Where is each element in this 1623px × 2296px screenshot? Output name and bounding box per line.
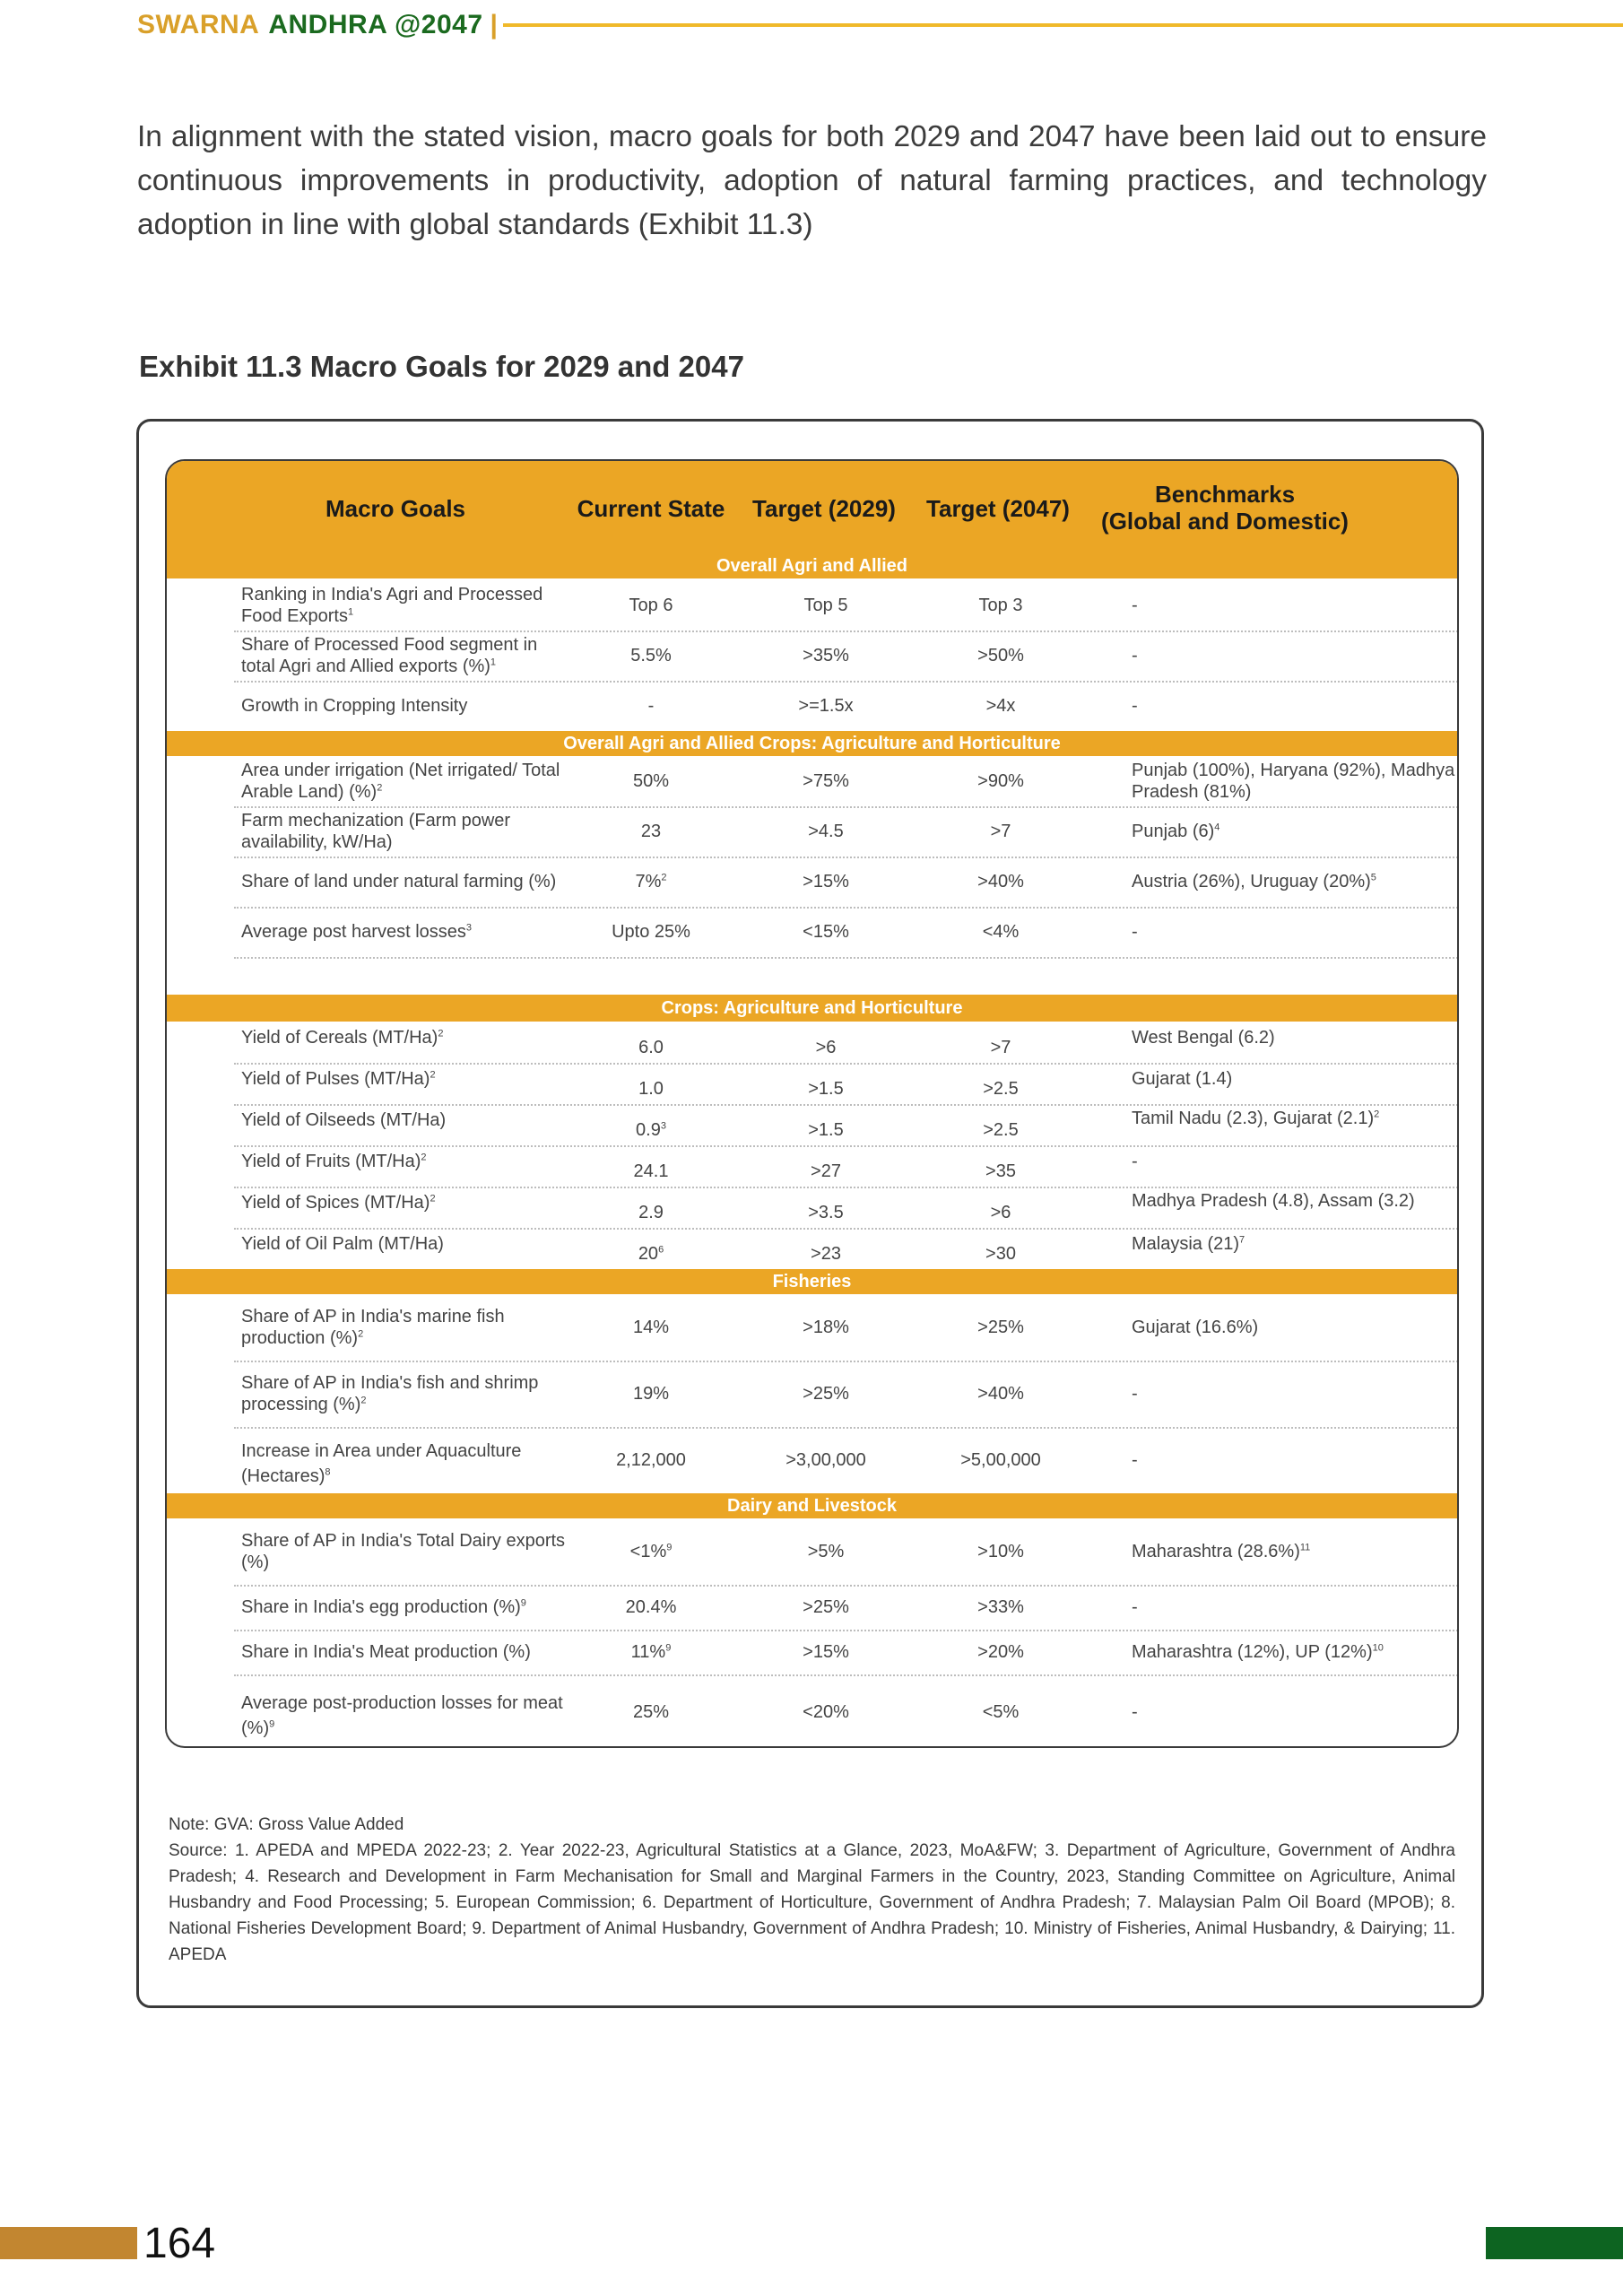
current-state bbox=[575, 1161, 727, 1182]
macro-goal bbox=[241, 634, 573, 677]
macro-goal bbox=[241, 1151, 573, 1172]
table-row bbox=[234, 1674, 1459, 1748]
benchmark-text: Gujarat (1.4) bbox=[1132, 1069, 1233, 1089]
benchmark-footnote: 10 bbox=[1372, 1642, 1384, 1654]
target-2029: >18% bbox=[803, 1318, 849, 1337]
current-state bbox=[575, 1202, 727, 1223]
target-2029: >15% bbox=[803, 872, 849, 891]
macro-goal bbox=[241, 1691, 573, 1741]
note-line: Note: GVA: Gross Value Added bbox=[169, 1815, 404, 1834]
benchmark-text: West Bengal (6.2) bbox=[1132, 1028, 1275, 1048]
table-row bbox=[234, 681, 1459, 733]
col-header-2029: Target (2029) bbox=[752, 495, 896, 522]
target-2047: >33% bbox=[977, 1597, 1024, 1617]
section-band bbox=[167, 553, 1457, 578]
target-2029: >3,00,000 bbox=[785, 1450, 866, 1470]
current-state bbox=[575, 645, 727, 666]
current-state-text: 2.9 bbox=[638, 1203, 664, 1222]
table-header bbox=[167, 461, 1457, 554]
benchmark bbox=[1132, 1027, 1459, 1048]
current-state bbox=[575, 1078, 727, 1100]
current-state bbox=[575, 1317, 727, 1338]
macro-goal bbox=[241, 1596, 573, 1618]
macro-goal bbox=[241, 1192, 573, 1213]
current-state-text: <1% bbox=[629, 1542, 667, 1561]
macro-goal bbox=[241, 1068, 573, 1090]
exhibit-title: Exhibit 11.3 Macro Goals for 2029 and 2047 bbox=[139, 350, 744, 383]
current-state-text: 2,12,000 bbox=[616, 1450, 686, 1470]
current-state bbox=[575, 595, 727, 616]
benchmark bbox=[1132, 1068, 1459, 1090]
benchmark-text: Gujarat (16.6%) bbox=[1132, 1318, 1259, 1337]
table-row bbox=[234, 1518, 1459, 1587]
macro-goal-text: Yield of Spices (MT/Ha) bbox=[241, 1193, 430, 1213]
current-state-text: 20.4% bbox=[625, 1597, 677, 1617]
benchmark-text: - bbox=[1132, 1152, 1138, 1171]
benchmarks-line2: (Global and Domestic) bbox=[1101, 508, 1349, 535]
macro-goal-text: Share of AP in India's Total Dairy exports (%) bbox=[241, 1531, 566, 1572]
macro-goal-text: Share of land under natural farming (%) bbox=[241, 872, 557, 891]
benchmark-footnote: 2 bbox=[1374, 1109, 1380, 1120]
section-band bbox=[167, 1269, 1457, 1294]
table-row bbox=[234, 1104, 1459, 1147]
current-state-text: 11% bbox=[630, 1642, 666, 1662]
benchmark-text: Tamil Nadu (2.3), Gujarat (2.1) bbox=[1132, 1109, 1375, 1128]
macro-goal-footnote: 2 bbox=[430, 1069, 436, 1081]
macro-goal-text: Share of AP in India's fish and shrimp processing (%) bbox=[241, 1373, 539, 1414]
header-separator: | bbox=[490, 10, 498, 39]
benchmark-footnote: 11 bbox=[1299, 1542, 1311, 1553]
target-2029: >23 bbox=[811, 1244, 841, 1264]
target-2029: >35% bbox=[803, 646, 849, 665]
col-header-current: Current State bbox=[577, 495, 725, 522]
current-state bbox=[575, 1383, 727, 1405]
macro-goal-text: Area under irrigation (Net irrigated/ Total Arable Land) (%) bbox=[241, 761, 560, 802]
current-state bbox=[575, 871, 727, 892]
macro-goal-text: Yield of Cereals (MT/Ha) bbox=[241, 1028, 438, 1048]
macro-goal-text: Average post-production losses for meat (%) bbox=[241, 1693, 563, 1738]
target-2047: >7 bbox=[990, 1038, 1011, 1057]
target-2029: >5% bbox=[807, 1542, 845, 1561]
macro-goal bbox=[241, 921, 573, 943]
running-header bbox=[137, 7, 1623, 43]
macro-goal bbox=[241, 1439, 573, 1489]
benchmark-text: - bbox=[1132, 596, 1138, 615]
macro-goal-footnote: 2 bbox=[430, 1193, 436, 1205]
macro-goal-footnote: 2 bbox=[421, 1152, 427, 1163]
section-title: Overall Agri and Allied Crops: Agriculture and Horticulture bbox=[563, 734, 1061, 753]
current-state bbox=[575, 1641, 727, 1663]
target-2047: >6 bbox=[990, 1203, 1011, 1222]
macro-goal-text: Share of Processed Food segment in total Agri and Allied exports (%) bbox=[241, 635, 538, 676]
benchmark-text: Maharashtra (12%), UP (12%) bbox=[1132, 1642, 1373, 1662]
target-2029: >25% bbox=[803, 1384, 849, 1404]
benchmark bbox=[1132, 1190, 1459, 1212]
current-state-footnote: 9 bbox=[666, 1542, 673, 1553]
table-row bbox=[234, 1294, 1459, 1362]
target-2029: >4.5 bbox=[808, 822, 844, 841]
section-title: Crops: Agriculture and Horticulture bbox=[661, 998, 963, 1018]
footer-gold-bar bbox=[0, 2227, 137, 2259]
current-state-text: 14% bbox=[632, 1318, 670, 1337]
macro-goal bbox=[241, 1027, 573, 1048]
macro-goal bbox=[241, 1530, 573, 1573]
benchmark-text: - bbox=[1132, 1702, 1138, 1722]
target-2047: >2.5 bbox=[983, 1079, 1019, 1099]
section-band bbox=[167, 731, 1457, 756]
current-state-text: 23 bbox=[640, 822, 662, 841]
table-row bbox=[234, 1585, 1459, 1631]
current-state-text: 5.5% bbox=[630, 646, 672, 665]
exhibit-notes bbox=[169, 1812, 1455, 1968]
table-row bbox=[234, 1427, 1459, 1495]
macro-goals-table bbox=[165, 459, 1459, 1748]
target-2047: >30 bbox=[985, 1244, 1016, 1264]
benchmark bbox=[1132, 1317, 1459, 1338]
current-state-text: Upto 25% bbox=[612, 922, 690, 942]
macro-goal-text: Share in India's egg production (%) bbox=[241, 1597, 521, 1617]
target-2047: >35 bbox=[985, 1161, 1016, 1181]
brand-swarna: SWARNA bbox=[137, 10, 260, 39]
target-2029: >3.5 bbox=[808, 1203, 844, 1222]
macro-goal bbox=[241, 1372, 573, 1415]
table-row bbox=[234, 1228, 1459, 1271]
page-number: 164 bbox=[143, 2220, 216, 2267]
table-row bbox=[234, 1630, 1459, 1676]
benchmark bbox=[1132, 695, 1459, 717]
current-state-text: Top 6 bbox=[629, 596, 673, 615]
target-2047: >5,00,000 bbox=[960, 1450, 1041, 1470]
col-header-benchmarks bbox=[1090, 481, 1359, 535]
target-2047: >2.5 bbox=[983, 1120, 1019, 1140]
table-row bbox=[234, 756, 1459, 808]
macro-goal bbox=[241, 760, 573, 803]
current-state-footnote: 2 bbox=[661, 872, 667, 883]
macro-goal-footnote: 2 bbox=[438, 1028, 444, 1039]
target-2029: >15% bbox=[803, 1642, 849, 1662]
macro-goal-footnote: 8 bbox=[325, 1466, 331, 1478]
benchmark-text: Punjab (100%), Haryana (92%), Madhya Pradesh (81%) bbox=[1132, 761, 1455, 802]
section-title: Fisheries bbox=[772, 1272, 852, 1292]
table-row bbox=[234, 907, 1459, 959]
current-state-text: 19% bbox=[632, 1384, 670, 1404]
section-title: Dairy and Livestock bbox=[727, 1496, 897, 1516]
current-state-text: 24.1 bbox=[633, 1161, 669, 1181]
benchmark bbox=[1132, 1596, 1459, 1618]
macro-goal-footnote: 1 bbox=[347, 606, 354, 618]
benchmark bbox=[1132, 1108, 1459, 1129]
macro-goal bbox=[241, 1306, 573, 1349]
header-rule bbox=[503, 23, 1623, 27]
brand-andhra-2047: ANDHRA @2047 bbox=[268, 10, 483, 39]
macro-goal bbox=[241, 810, 573, 853]
table-row bbox=[234, 1187, 1459, 1230]
benchmark bbox=[1132, 1701, 1459, 1723]
table-row bbox=[234, 1063, 1459, 1106]
current-state bbox=[575, 1119, 727, 1141]
current-state bbox=[575, 821, 727, 842]
table-row bbox=[234, 1361, 1459, 1429]
intro-paragraph: In alignment with the stated vision, macro goals for both 2029 and 2047 have been laid out to ensure continuous improvements in productivity, adoption of natural farming practices, and technology adoption in line with global standards (Exhibit 11.3) bbox=[137, 120, 1487, 241]
benchmark-text: - bbox=[1132, 1597, 1138, 1617]
table-row bbox=[234, 631, 1459, 683]
target-2047: >40% bbox=[977, 872, 1024, 891]
current-state bbox=[575, 770, 727, 792]
target-2029: <20% bbox=[803, 1702, 849, 1722]
table-row bbox=[234, 857, 1459, 909]
benchmark bbox=[1132, 645, 1459, 666]
benchmark bbox=[1132, 595, 1459, 616]
macro-goal bbox=[241, 1109, 573, 1131]
table-row bbox=[234, 806, 1459, 858]
benchmark bbox=[1132, 1151, 1459, 1172]
table-row bbox=[234, 1022, 1459, 1065]
macro-goal-text: Yield of Pulses (MT/Ha) bbox=[241, 1069, 430, 1089]
benchmark bbox=[1132, 921, 1459, 943]
benchmark-text: Maharashtra (28.6%) bbox=[1132, 1542, 1300, 1561]
section-band bbox=[167, 1493, 1457, 1518]
benchmark bbox=[1132, 1383, 1459, 1405]
col-header-goal: Macro Goals bbox=[325, 495, 466, 522]
current-state-footnote: 9 bbox=[665, 1642, 672, 1654]
current-state bbox=[575, 1541, 727, 1562]
benchmark-text: Punjab (6) bbox=[1132, 822, 1215, 841]
target-2047: <5% bbox=[982, 1702, 1020, 1722]
current-state-text: 25% bbox=[632, 1702, 670, 1722]
benchmark-text: - bbox=[1132, 1384, 1138, 1404]
section-title: Overall Agri and Allied bbox=[716, 556, 908, 576]
macro-goal-text: Yield of Oilseeds (MT/Ha) bbox=[241, 1110, 447, 1130]
target-2047: Top 3 bbox=[978, 596, 1023, 615]
current-state-text: 1.0 bbox=[638, 1079, 664, 1099]
macro-goal-text: Increase in Area under Aquaculture (Hectares) bbox=[241, 1441, 522, 1486]
macro-goal-text: Yield of Oil Palm (MT/Ha) bbox=[241, 1234, 444, 1254]
section-band bbox=[167, 995, 1457, 1022]
table-row bbox=[234, 1145, 1459, 1188]
macro-goal-footnote: 2 bbox=[358, 1328, 364, 1340]
current-state bbox=[575, 1243, 727, 1265]
benchmark bbox=[1132, 1541, 1459, 1562]
target-2029: >27 bbox=[811, 1161, 841, 1181]
macro-goal-text: Average post harvest losses bbox=[241, 922, 466, 942]
current-state-text: 50% bbox=[632, 771, 670, 791]
target-2029: >1.5 bbox=[808, 1120, 844, 1140]
benchmark-text: - bbox=[1132, 922, 1138, 942]
macro-goal bbox=[241, 1641, 573, 1663]
macro-goal bbox=[241, 871, 573, 892]
target-2047: >20% bbox=[977, 1642, 1024, 1662]
current-state-footnote: 3 bbox=[660, 1120, 666, 1132]
target-2047: >7 bbox=[990, 822, 1011, 841]
benchmark-footnote: 7 bbox=[1239, 1234, 1245, 1246]
current-state-text: - bbox=[647, 696, 655, 716]
macro-goal-text: Share in India's Meat production (%) bbox=[241, 1642, 531, 1662]
benchmark bbox=[1132, 1641, 1459, 1663]
macro-goal-footnote: 9 bbox=[269, 1718, 275, 1730]
current-state-footnote: 6 bbox=[658, 1244, 664, 1256]
benchmark bbox=[1132, 1233, 1459, 1255]
target-2029: Top 5 bbox=[803, 596, 848, 615]
macro-goal-footnote: 9 bbox=[520, 1597, 526, 1609]
current-state bbox=[575, 1037, 727, 1058]
target-2047: >4x bbox=[985, 696, 1016, 716]
benchmark bbox=[1132, 871, 1459, 892]
macro-goal-footnote: 1 bbox=[490, 657, 497, 668]
current-state bbox=[575, 1701, 727, 1723]
macro-goal-footnote: 3 bbox=[465, 922, 473, 934]
macro-goal-text: Farm mechanization (Farm power availability, kW/Ha) bbox=[241, 811, 511, 852]
source-line: Source: 1. APEDA and MPEDA 2022-23; 2. Year 2022-23, Agricultural Statistics at a Glance, 2023, MoA&FW; 3. Department of Agriculture, Government of Andhra Pradesh; 4. Research and Development in Farm Mechanisation for Small and Marginal Farmers in the Country, 2023, Standing Committee on Agriculture, Animal Husbandry and Food Processing; 5. European Commission; 6. Department of Horticulture, Government of Andhra Pradesh; 7. Malaysian Palm Oil Board (MPOB); 8. National Fisheries Development Board; 9. Department of Animal Husbandry, Government of Andhra Pradesh; 10. Ministry of Fisheries, Animal Husbandry, & Dairying; 11. APEDA bbox=[169, 1841, 1455, 1964]
current-state bbox=[575, 921, 727, 943]
current-state-text: 7% bbox=[635, 872, 662, 891]
current-state-text: 6.0 bbox=[638, 1038, 664, 1057]
target-2029: >1.5 bbox=[808, 1079, 844, 1099]
target-2029: >75% bbox=[803, 771, 849, 791]
current-state-text: 20 bbox=[638, 1244, 659, 1264]
benchmark-text: - bbox=[1132, 696, 1138, 716]
current-state-text: 0.9 bbox=[636, 1120, 661, 1140]
benchmark-footnote: 4 bbox=[1214, 822, 1220, 833]
benchmarks-line1: Benchmarks bbox=[1154, 481, 1296, 508]
col-header-2047: Target (2047) bbox=[926, 495, 1070, 522]
target-2029: >25% bbox=[803, 1597, 849, 1617]
benchmark-text: - bbox=[1132, 1450, 1138, 1470]
benchmark-text: - bbox=[1132, 646, 1138, 665]
macro-goal-footnote: 2 bbox=[377, 782, 383, 794]
target-2047: >25% bbox=[977, 1318, 1024, 1337]
target-2047: <4% bbox=[982, 922, 1020, 942]
footer-green-bar bbox=[1486, 2227, 1623, 2259]
current-state bbox=[575, 1596, 727, 1618]
current-state bbox=[575, 695, 727, 717]
macro-goal-text: Share of AP in India's marine fish production (%) bbox=[241, 1307, 505, 1348]
benchmark-text: Austria (26%), Uruguay (20%) bbox=[1132, 872, 1371, 891]
macro-goal bbox=[241, 695, 573, 717]
macro-goal-text: Growth in Cropping Intensity bbox=[241, 696, 468, 716]
benchmark bbox=[1132, 821, 1459, 842]
macro-goal bbox=[241, 584, 573, 627]
macro-goal-text: Yield of Fruits (MT/Ha) bbox=[241, 1152, 421, 1171]
target-2047: >90% bbox=[977, 771, 1024, 791]
current-state bbox=[575, 1449, 727, 1471]
benchmark bbox=[1132, 760, 1459, 803]
target-2047: >50% bbox=[977, 646, 1024, 665]
target-2047: >10% bbox=[977, 1542, 1024, 1561]
target-2029: >=1.5x bbox=[798, 696, 854, 716]
macro-goal-text: Ranking in India's Agri and Processed Food Exports bbox=[241, 585, 543, 626]
target-2029: <15% bbox=[803, 922, 849, 942]
benchmark-text: Malaysia (21) bbox=[1132, 1234, 1240, 1254]
table-row bbox=[234, 580, 1459, 632]
target-2047: >40% bbox=[977, 1384, 1024, 1404]
macro-goal bbox=[241, 1233, 573, 1255]
benchmark-text: Madhya Pradesh (4.8), Assam (3.2) bbox=[1132, 1191, 1415, 1211]
benchmark bbox=[1132, 1449, 1459, 1471]
benchmark-footnote: 5 bbox=[1370, 872, 1376, 883]
target-2029: >6 bbox=[815, 1038, 837, 1057]
macro-goal-footnote: 2 bbox=[360, 1395, 367, 1406]
